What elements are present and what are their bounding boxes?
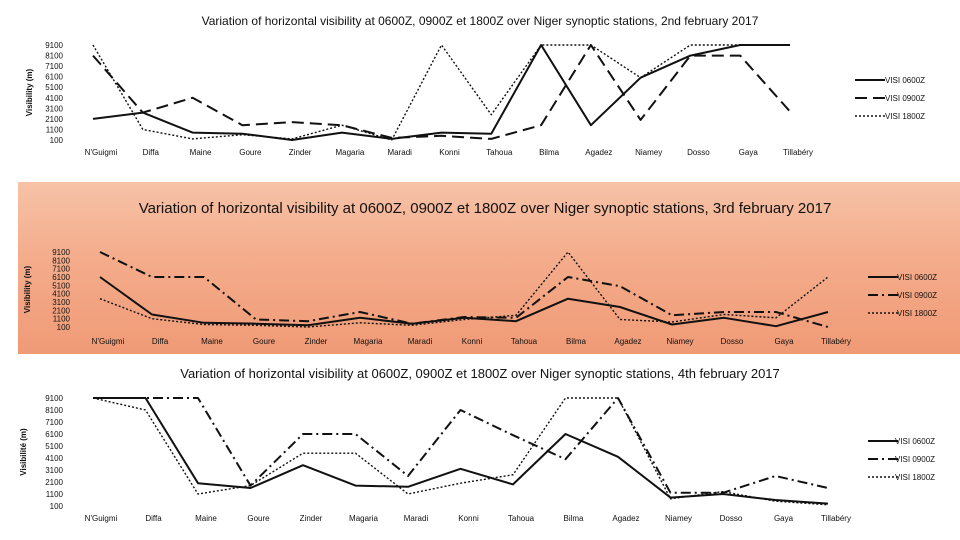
y-tick-label: 5100 xyxy=(52,281,70,291)
x-category-label: Diffa xyxy=(145,514,162,523)
chart-title: Variation of horizontal visibility at 0600Z, 0900Z et 1800Z over Niger synoptic stations, 4th february 2017 xyxy=(180,366,780,381)
series-line xyxy=(100,252,828,327)
x-category-label: Konni xyxy=(461,337,483,346)
y-tick-label: 8100 xyxy=(52,256,70,266)
x-category-label: Tillabéry xyxy=(821,337,851,346)
legend-label: VISI 1800Z xyxy=(897,309,938,318)
x-category-label: N'Guigmi xyxy=(84,514,118,523)
x-category-label: Dosso xyxy=(719,514,743,523)
series-line xyxy=(93,45,790,140)
chart-svg xyxy=(0,182,960,354)
x-category-label: Tahoua xyxy=(486,148,513,157)
y-tick-label: 7100 xyxy=(45,62,63,72)
legend-label: VISI 0900Z xyxy=(885,94,926,103)
x-category-label: Goure xyxy=(239,148,262,157)
y-tick-label: 3100 xyxy=(52,298,70,307)
x-category-label: Maine xyxy=(189,148,212,157)
x-category-label: Agadez xyxy=(612,514,640,523)
y-axis-label: Visibility (m) xyxy=(23,265,32,314)
x-category-label: Maine xyxy=(201,337,223,346)
x-category-label: Magaria xyxy=(353,337,383,346)
x-category-label: Maine xyxy=(195,514,217,523)
x-category-label: Agadez xyxy=(614,337,642,346)
x-category-label: Niamey xyxy=(664,514,693,523)
y-tick-label: 3100 xyxy=(45,466,63,475)
chart-panel-feb4 xyxy=(0,358,960,540)
y-tick-label: 6100 xyxy=(52,273,70,282)
series-line xyxy=(93,398,828,504)
x-category-label: Agadez xyxy=(585,148,613,157)
y-tick-label: 100 xyxy=(49,502,63,511)
x-category-label: Niamey xyxy=(666,337,694,346)
chart-panel-feb3 xyxy=(0,182,960,354)
series-line xyxy=(93,45,790,139)
y-tick-label: 4100 xyxy=(45,454,63,463)
y-tick-label: 9100 xyxy=(45,394,63,403)
y-tick-label: 4100 xyxy=(45,93,63,103)
y-axis-label: Visibility (m) xyxy=(25,68,34,117)
y-tick-label: 6100 xyxy=(45,72,63,82)
x-category-label: Gaya xyxy=(738,148,758,157)
legend-label: VISI 0600Z xyxy=(885,76,926,85)
y-tick-label: 8100 xyxy=(45,406,63,415)
legend-label: VISI 1800Z xyxy=(885,112,926,121)
x-category-label: Tahoua xyxy=(510,337,538,346)
y-tick-label: 9100 xyxy=(52,248,70,257)
x-category-label: Dosso xyxy=(720,337,744,346)
x-category-label: Goure xyxy=(247,514,270,523)
x-category-label: Niamey xyxy=(635,148,663,157)
y-tick-label: 100 xyxy=(56,323,70,332)
x-category-label: Bilma xyxy=(563,514,584,523)
x-category-label: Goure xyxy=(252,337,276,346)
y-tick-label: 100 xyxy=(49,136,63,145)
y-tick-label: 7100 xyxy=(45,418,63,427)
x-category-label: Diffa xyxy=(151,337,169,346)
chart-svg xyxy=(0,0,960,180)
chart-title: Variation of horizontal visibility at 0600Z, 0900Z et 1800Z over Niger synoptic stations, 2nd february 2017 xyxy=(201,14,759,28)
x-category-label: Gaya xyxy=(773,514,794,523)
y-tick-label: 4100 xyxy=(52,289,70,299)
chart-title: Variation of horizontal visibility at 0600Z, 0900Z et 1800Z over Niger synoptic stations, 3rd february 2017 xyxy=(138,200,832,217)
y-tick-label: 6100 xyxy=(45,430,63,439)
x-category-label: Konni xyxy=(439,148,460,157)
y-tick-label: 2100 xyxy=(45,114,63,124)
x-category-label: Gaya xyxy=(774,337,794,346)
chart-panel-feb2 xyxy=(0,0,960,180)
x-category-label: Konni xyxy=(458,514,479,523)
x-category-label: Maradi xyxy=(403,514,429,523)
series-line xyxy=(100,252,828,327)
y-tick-label: 7100 xyxy=(52,264,70,274)
x-category-label: Bilma xyxy=(539,148,560,157)
y-tick-label: 3100 xyxy=(45,104,63,114)
x-category-label: Magaria xyxy=(349,514,378,523)
y-tick-label: 5100 xyxy=(45,442,63,451)
x-category-label: Tahoua xyxy=(507,514,535,523)
legend-label: VISI 1800Z xyxy=(895,473,936,482)
chart-svg xyxy=(0,358,960,540)
y-tick-label: 1100 xyxy=(45,490,63,499)
legend-label: VISI 0900Z xyxy=(897,291,938,300)
series-line xyxy=(93,398,828,505)
x-category-label: Maradi xyxy=(387,148,412,157)
y-tick-label: 1100 xyxy=(52,314,70,324)
x-category-label: Zinder xyxy=(288,148,312,157)
legend-label: VISI 0600Z xyxy=(895,437,936,446)
x-category-label: Diffa xyxy=(142,148,159,157)
y-tick-label: 9100 xyxy=(45,41,63,50)
x-category-label: Magaria xyxy=(335,148,365,157)
x-category-label: Tillabéry xyxy=(783,148,813,157)
x-category-label: Dosso xyxy=(687,148,710,157)
y-tick-label: 8100 xyxy=(45,51,63,61)
x-category-label: N'Guigmi xyxy=(91,337,125,346)
series-line xyxy=(93,45,790,140)
x-category-label: Zinder xyxy=(299,514,323,523)
x-category-label: Tillabéry xyxy=(821,514,851,523)
x-category-label: Maradi xyxy=(407,337,433,346)
y-tick-label: 1100 xyxy=(45,125,63,135)
y-tick-label: 2100 xyxy=(45,478,63,487)
x-category-label: Zinder xyxy=(304,337,328,346)
y-axis-label: Visibilité (m) xyxy=(19,428,28,476)
legend-label: VISI 0900Z xyxy=(895,455,936,464)
y-tick-label: 2100 xyxy=(52,306,70,316)
y-tick-label: 5100 xyxy=(45,83,63,93)
series-line xyxy=(93,398,828,493)
x-category-label: Bilma xyxy=(565,337,587,346)
legend-label: VISI 0600Z xyxy=(897,273,938,282)
x-category-label: N'Guigmi xyxy=(84,148,118,157)
